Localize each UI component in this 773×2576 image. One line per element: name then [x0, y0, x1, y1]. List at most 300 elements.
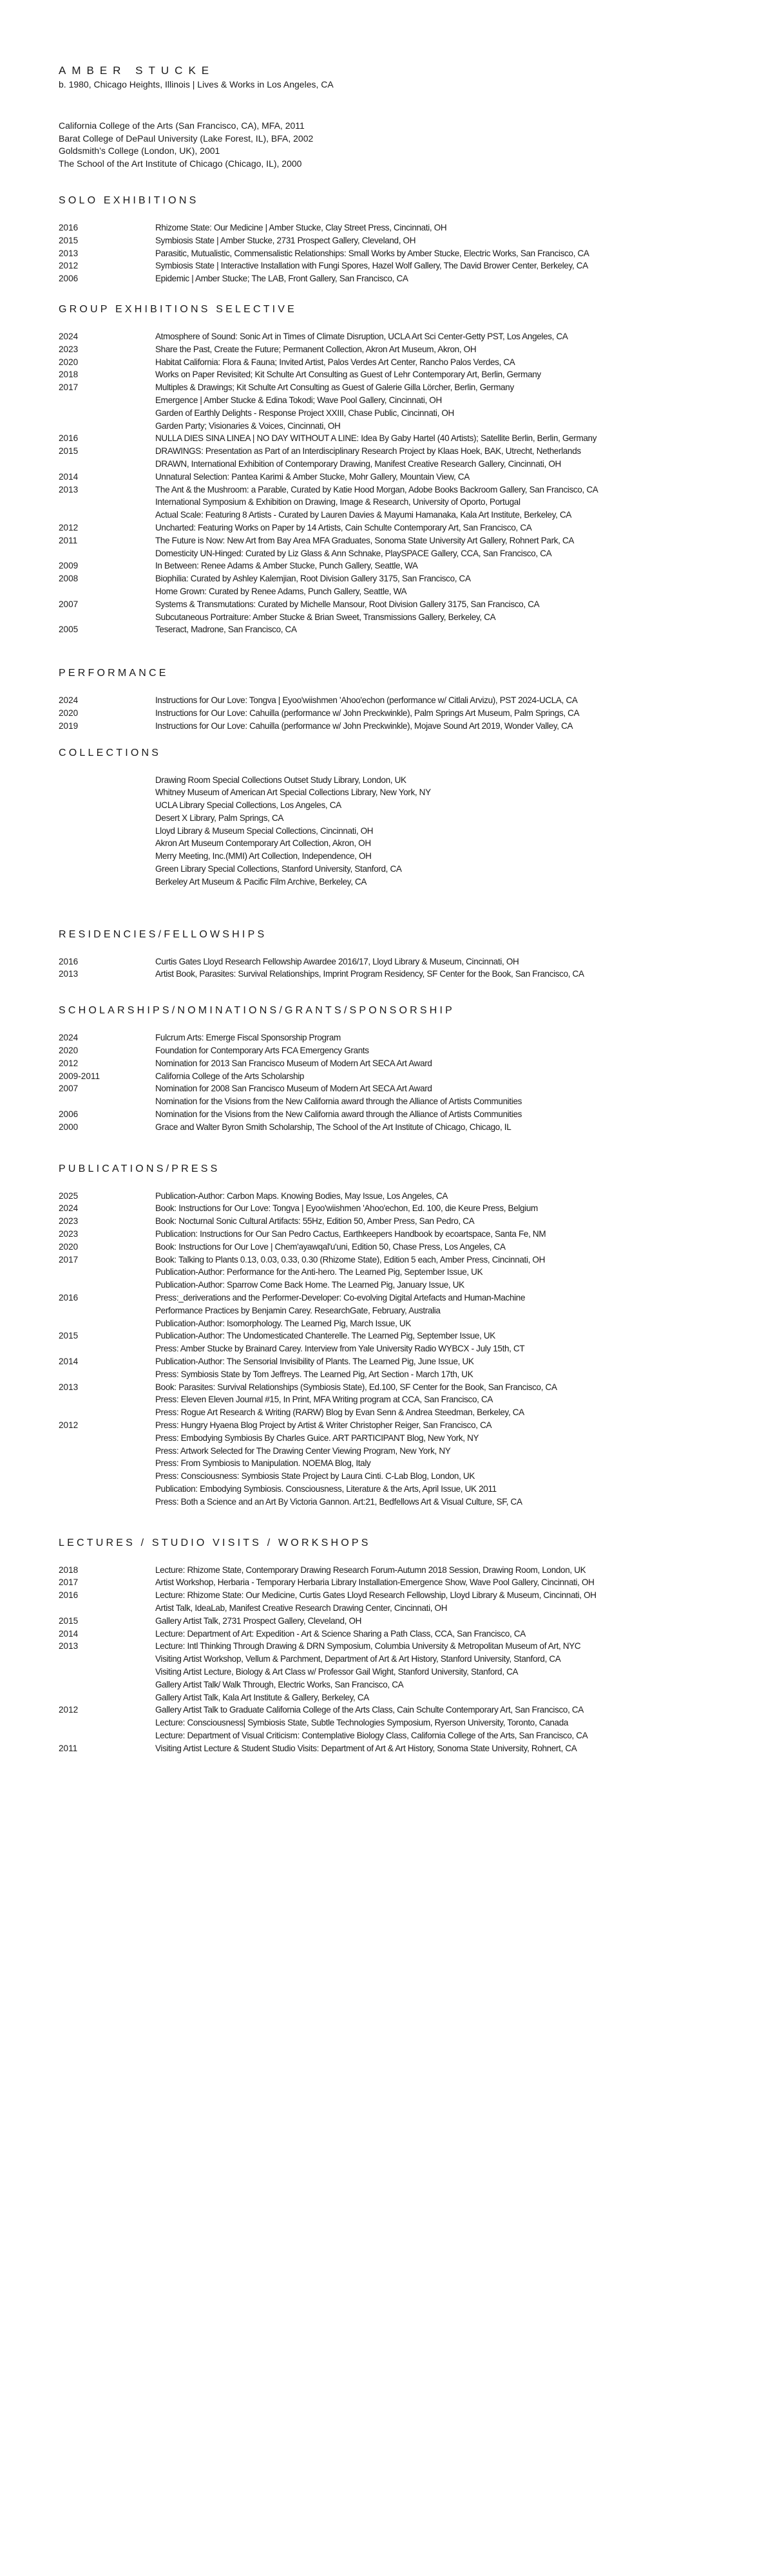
- entry-year: [59, 458, 155, 471]
- entry-year: 2016: [59, 1590, 79, 1601]
- cv-entry-row: [59, 368, 741, 381]
- entry-year: [59, 1342, 155, 1355]
- cv-entry-row: [59, 547, 741, 560]
- cv-entry-row: [59, 585, 741, 598]
- section-rows: [59, 694, 741, 732]
- entry-year: [59, 1432, 155, 1445]
- entry-text: Atmosphere of Sound: Sonic Art in Times of Climate Disruption, UCLA Art Sci Center-Getty PST, Los Angeles, CA: [155, 331, 568, 341]
- cv-entry-row: [59, 1031, 741, 1044]
- entry-text: Unnatural Selection: Pantea Karimi & Amber Stucke, Mohr Gallery, Mountain View, CA: [155, 471, 470, 482]
- entry-text: Press: Eleven Eleven Journal #15, In Print, MFA Writing program at CCA, San Francisco, CA: [155, 1395, 493, 1405]
- cv-entry-row: [59, 1368, 741, 1381]
- cv-entry-row: [59, 356, 741, 369]
- cv-entry-row: [59, 707, 741, 720]
- entry-text: Symbiosis State | Amber Stucke, 2731 Prospect Gallery, Cleveland, OH: [155, 235, 416, 245]
- entry-text: Book: Nocturnal Sonic Cultural Artifacts: 55Hz, Edition 50, Amber Press, San Pedro, CA: [155, 1216, 475, 1227]
- entry-year: 2017: [59, 1577, 79, 1588]
- cv-entry-row: [59, 1678, 741, 1691]
- entry-year: 2023: [59, 1229, 79, 1239]
- cv-entry-row: [59, 1202, 741, 1215]
- cv-entry-row: [59, 496, 741, 509]
- entry-text: Share the Past, Create the Future; Permanent Collection, Akron Art Museum, Akron, OH: [155, 344, 477, 354]
- cv-entry-row: [59, 1457, 741, 1470]
- entry-year: 2015: [59, 1615, 79, 1626]
- entry-year: [59, 407, 155, 420]
- entry-text: Performance Practices by Benjamin Carey. ResearchGate, February, Australia: [155, 1305, 441, 1315]
- cv-entry-row: [59, 623, 741, 636]
- entry-text: Artist Book, Parasites: Survival Relationships, Imprint Program Residency, SF Center for the Book, San Francisco, CA: [155, 969, 584, 979]
- entry-text: California College of the Arts Scholarship: [155, 1071, 305, 1081]
- education-item: Barat College of DePaul University (Lake Forest, IL), BFA, 2002: [59, 133, 314, 144]
- cv-entry-row: [59, 1393, 741, 1406]
- cv-entry-row: [59, 812, 741, 825]
- entry-year: 2018: [59, 1565, 79, 1575]
- cv-entry-row: [59, 247, 741, 260]
- entry-year: [59, 1368, 155, 1381]
- entry-year: 2023: [59, 1216, 79, 1227]
- section-residencies-fellowships: [59, 928, 741, 981]
- cv-entry-row: [59, 1070, 741, 1083]
- entry-year: 2019: [59, 720, 79, 731]
- section-rows: [59, 330, 741, 636]
- entry-text: Lecture: Department of Art: Expedition - Art & Science Sharing a Path Class, CCA, San Francisco, CA: [155, 1628, 526, 1639]
- cv-entry-row: [59, 1108, 741, 1121]
- cv-entry-row: [59, 1576, 741, 1589]
- entry-text: Publication: Instructions for Our San Pedro Cactus, Earthkeepers Handbook by ecoartspace, Santa Fe, NM: [155, 1229, 546, 1239]
- entry-year: 2025: [59, 1190, 79, 1201]
- entry-year: 2006: [59, 274, 79, 284]
- cv-entry-row: [59, 1653, 741, 1666]
- entry-year: [59, 547, 155, 560]
- cv-entry-row: [59, 1483, 741, 1496]
- section-heading: PUBLICATIONS/PRESS: [59, 1163, 220, 1174]
- entry-text: Lecture: Department of Visual Criticism: Contemplative Biology Class, California College of the Arts, San Francisco, CA: [155, 1730, 588, 1740]
- entry-text: DRAWINGS: Presentation as Part of an Interdisciplinary Research Project by Klaas Hoek, BAK, Utrecht, Netherlands: [155, 446, 581, 456]
- entry-year: [59, 1393, 155, 1406]
- cv-entry-row: [59, 1190, 741, 1203]
- cv-entry-row: [59, 863, 741, 876]
- entry-text: Grace and Walter Byron Smith Scholarship, The School of the Art Institute of Chicago, Chicago, IL: [155, 1122, 511, 1132]
- entry-text: Press:_deriverations and the Performer-Developer: Co-evolving Digital Artefacts and Human-Machine: [155, 1293, 526, 1303]
- entry-year: [59, 1716, 155, 1729]
- cv-entry-row: [59, 1742, 741, 1755]
- cv-entry-row: [59, 1640, 741, 1653]
- cv-entry-row: [59, 1241, 741, 1254]
- cv-entry-row: [59, 1215, 741, 1228]
- entry-text: Book: Talking to Plants 0.13, 0.03, 0.33, 0.30 (Rhizome State), Edition 5 each, Amber Press, Cincinnati, OH: [155, 1254, 546, 1264]
- education-item: California College of the Arts (San Francisco, CA), MFA, 2011: [59, 120, 305, 131]
- entry-year: [59, 825, 155, 838]
- cv-entry-row: [59, 1602, 741, 1615]
- entry-year: 2013: [59, 484, 79, 494]
- cv-entry-row: [59, 458, 741, 471]
- cv-entry-row: [59, 330, 741, 343]
- entry-text: Nomination for 2013 San Francisco Museum of Modern Art SECA Art Award: [155, 1058, 432, 1068]
- entry-year: 2016: [59, 1293, 79, 1303]
- education-item: The School of the Art Institute of Chicago (Chicago, IL), 2000: [59, 158, 302, 169]
- entry-year: 2024: [59, 1203, 79, 1214]
- cv-entry-row: [59, 1304, 741, 1317]
- entry-text: Symbiosis State | Interactive Installation with Fungi Spores, Hazel Wolf Gallery, The David Brower Center, Berkeley, CA: [155, 261, 588, 271]
- entry-text: The Future is Now: New Art from Bay Area MFA Graduates, Sonoma State University Art Gallery, Rohnert Park, CA: [155, 535, 575, 545]
- entry-text: Gallery Artist Talk to Graduate California College of the Arts Class, Cain Schulte Contemporary Art, San Francisco, CA: [155, 1705, 584, 1715]
- entry-text: Emergence | Amber Stucke & Edina Tokodi; Wave Pool Gallery, Cincinnati, OH: [155, 395, 442, 405]
- cv-entry-row: [59, 955, 741, 968]
- cv-entry-row: [59, 381, 741, 394]
- section-lectures-workshops: [59, 1537, 741, 1755]
- entry-year: 2024: [59, 1033, 79, 1043]
- entry-year: [59, 1653, 155, 1666]
- entry-year: [59, 585, 155, 598]
- entry-year: 2013: [59, 969, 79, 979]
- cv-entry-row: [59, 774, 741, 787]
- entry-text: Domesticity UN-Hinged: Curated by Liz Glass & Ann Schnake, PlaySPACE Gallery, CCA, San Francisco, CA: [155, 548, 552, 558]
- entry-text: Book: Parasites: Survival Relationships (Symbiosis State), Ed.100, SF Center for the Book, San Francisco, CA: [155, 1382, 557, 1392]
- cv-entry-row: [59, 876, 741, 888]
- section-group-exhibitions: [59, 303, 741, 636]
- section-publications-press: [59, 1163, 741, 1509]
- cv-entry-row: [59, 1419, 741, 1432]
- cv-entry-row: [59, 1279, 741, 1292]
- section-heading: SCHOLARSHIPS/NOMINATIONS/GRANTS/SPONSORSHIP: [59, 1005, 455, 1017]
- entry-text: Nomination for the Visions from the New California award through the Alliance of Artists Communities: [155, 1096, 522, 1107]
- entry-text: Visiting Artist Lecture & Student Studio Visits: Department of Art & Art History, Sonoma State University, Rohnert, CA: [155, 1743, 577, 1753]
- cv-entry-row: [59, 1095, 741, 1108]
- cv-entry-row: [59, 1615, 741, 1628]
- entry-text: Press: Symbiosis State by Tom Jeffreys. The Learned Pig, Art Section - March 17th, UK: [155, 1369, 473, 1379]
- entry-year: [59, 509, 155, 522]
- entry-text: Epidemic | Amber Stucke; The LAB, Front Gallery, San Francisco, CA: [155, 274, 408, 284]
- cv-entry-row: [59, 234, 741, 247]
- entry-text: In Between: Renee Adams & Amber Stucke, Punch Gallery, Seattle, WA: [155, 561, 418, 571]
- entry-year: [59, 1691, 155, 1704]
- cv-entry-row: [59, 471, 741, 484]
- entry-year: 2012: [59, 261, 79, 271]
- entry-text: Nomination for the Visions from the New California award through the Alliance of Artists Communities: [155, 1109, 522, 1120]
- cv-entry-row: [59, 598, 741, 611]
- entry-year: [59, 1279, 155, 1292]
- entry-year: 2017: [59, 1254, 79, 1264]
- entry-text: UCLA Library Special Collections, Los Angeles, CA: [155, 800, 341, 811]
- cv-entry-row: [59, 1628, 741, 1641]
- cv-entry-row: [59, 420, 741, 433]
- entry-year: 2018: [59, 370, 79, 380]
- entry-text: NULLA DIES SINA LINEA | NO DAY WITHOUT A LINE: Idea By Gaby Hartel (40 Artists); Satellite Berlin, Berlin, Germany: [155, 433, 597, 444]
- entry-text: Merry Meeting, Inc.(MMI) Art Collection, Independence, OH: [155, 851, 372, 861]
- entry-text: Garden of Earthly Delights - Response Project XXIII, Chase Public, Cincinnati, OH: [155, 408, 454, 418]
- entry-text: Uncharted: Featuring Works on Paper by 14 Artists, Cain Schulte Contemporary Art, San Francisco, CA: [155, 522, 532, 532]
- entry-year: [59, 1483, 155, 1496]
- section-heading: LECTURES / STUDIO VISITS / WORKSHOPS: [59, 1537, 371, 1548]
- entry-text: Berkeley Art Museum & Pacific Film Archive, Berkeley, CA: [155, 876, 367, 887]
- entry-text: Desert X Library, Palm Springs, CA: [155, 813, 284, 823]
- entry-year: 2020: [59, 1046, 79, 1056]
- entry-text: Lecture: Intl Thinking Through Drawing & DRN Symposium, Columbia University & Metropolitan Museum of Art, NYC: [155, 1641, 581, 1651]
- entry-text: Instructions for Our Love: Cahuilla (performance w/ John Preckwinkle), Mojave Sound Art 2019, Wonder Valley, CA: [155, 720, 573, 731]
- entry-text: Visiting Artist Lecture, Biology & Art Class w/ Professor Gail Wight, Stanford University, Stanford, CA: [155, 1666, 519, 1677]
- entry-year: 2000: [59, 1122, 79, 1132]
- entry-year: 2016: [59, 433, 79, 444]
- entry-text: Foundation for Contemporary Arts FCA Emergency Grants: [155, 1046, 369, 1056]
- cv-entry-row: [59, 484, 741, 496]
- cv-entry-row: [59, 1342, 741, 1355]
- entry-year: 2017: [59, 382, 79, 393]
- entry-text: Works on Paper Revisited; Kit Schulte Art Consulting as Guest of Lehr Contemporary Art, Berlin, Germany: [155, 370, 541, 380]
- section-collections: [59, 747, 741, 888]
- entry-year: 2014: [59, 471, 79, 482]
- entry-text: Lecture: Rhizome State, Contemporary Drawing Research Forum-Autumn 2018 Session, Drawing Room, London, UK: [155, 1565, 586, 1575]
- entry-text: Parasitic, Mutualistic, Commensalistic Relationships: Small Works by Amber Stucke, Electric Works, San Francisco, CA: [155, 248, 589, 258]
- section-rows: [59, 1190, 741, 1509]
- cv-entry-row: [59, 272, 741, 285]
- section-rows: [59, 774, 741, 888]
- entry-year: 2007: [59, 599, 79, 609]
- cv-entry-row: [59, 968, 741, 981]
- entry-text: Lloyd Library & Museum Special Collections, Cincinnati, OH: [155, 825, 374, 836]
- cv-entry-row: [59, 572, 741, 585]
- cv-entry-row: [59, 445, 741, 458]
- section-heading: GROUP EXHIBITIONS SELECTIVE: [59, 303, 298, 315]
- entry-text: Press: Rogue Art Research & Writing (RARW) Blog by Evan Senn & Andrea Steedman, Berkeley, CA: [155, 1407, 524, 1418]
- cv-entry-row: [59, 1355, 741, 1368]
- entry-text: Garden Party; Visionaries & Voices, Cincinnati, OH: [155, 420, 341, 431]
- section-heading: SOLO EXHIBITIONS: [59, 195, 199, 206]
- section-rows: [59, 955, 741, 981]
- section-solo-exhibitions: [59, 194, 741, 285]
- entry-text: Gallery Artist Talk, Kala Art Institute & Gallery, Berkeley, CA: [155, 1692, 369, 1702]
- entry-year: 2012: [59, 522, 79, 532]
- entry-text: DRAWN, International Exhibition of Contemporary Drawing, Manifest Creative Research Gallery, Cincinnati, OH: [155, 458, 561, 469]
- cv-entry-row: [59, 1432, 741, 1445]
- entry-year: [59, 1496, 155, 1509]
- entry-year: 2009-2011: [59, 1071, 100, 1081]
- entry-text: International Symposium & Exhibition on Drawing, Image & Research, University of Oporto, Portugal: [155, 497, 520, 507]
- cv-entry-row: [59, 1496, 741, 1509]
- entry-year: 2020: [59, 357, 79, 367]
- entry-year: [59, 812, 155, 825]
- entry-text: Visiting Artist Workshop, Vellum & Parchment, Department of Art & Art History, Stanford University, Stanford, CA: [155, 1654, 561, 1664]
- entry-text: Multiples & Drawings; Kit Schulte Art Consulting as Guest of Galerie Gilla Lörcher, Berlin, Germany: [155, 382, 514, 393]
- entry-year: 2006: [59, 1109, 79, 1120]
- entry-text: Nomination for 2008 San Francisco Museum of Modern Art SECA Art Award: [155, 1084, 432, 1094]
- entry-year: 2005: [59, 625, 79, 635]
- artist-bio-line: b. 1980, Chicago Heights, Illinois | Lives & Works in Los Angeles, CA: [59, 79, 334, 89]
- entry-text: Lecture: Consciousness| Symbiosis State, Subtle Technologies Symposium, Ryerson University, Toronto, Canada: [155, 1718, 569, 1728]
- cv-entry-row: [59, 509, 741, 522]
- entry-text: Press: Embodying Symbiosis By Charles Guice. ART PARTICIPANT Blog, New York, NY: [155, 1433, 479, 1443]
- entry-year: 2016: [59, 223, 79, 232]
- cv-entry-row: [59, 1666, 741, 1678]
- entry-year: 2008: [59, 574, 79, 584]
- cv-entry-row: [59, 559, 741, 572]
- entry-year: [59, 1602, 155, 1615]
- entry-year: 2015: [59, 235, 79, 245]
- cv-entry-row: [59, 534, 741, 547]
- entry-text: Lecture: Rhizome State: Our Medicine, Curtis Gates Lloyd Research Fellowship, Lloyd Library & Museum, Cincinnati, OH: [155, 1590, 596, 1601]
- cv-entry-row: [59, 343, 741, 356]
- entry-year: [59, 863, 155, 876]
- entry-year: [59, 799, 155, 812]
- entry-year: [59, 1457, 155, 1470]
- section-rows: [59, 221, 741, 285]
- entry-text: Biophilia: Curated by Ashley Kalemjian, Root Division Gallery 3175, San Francisco, CA: [155, 574, 471, 584]
- cv-entry-row: [59, 1317, 741, 1330]
- cv-entry-row: [59, 694, 741, 707]
- entry-text: Press: Hungry Hyaena Blog Project by Artist & Writer Christopher Reiger, San Francisco, CA: [155, 1420, 492, 1430]
- entry-text: The Ant & the Mushroom: a Parable, Curated by Katie Hood Morgan, Adobe Books Backroom Gallery, San Francisco, CA: [155, 484, 598, 494]
- cv-entry-row: [59, 1057, 741, 1070]
- entry-text: Publication-Author: Carbon Maps. Knowing Bodies, May Issue, Los Angeles, CA: [155, 1190, 448, 1201]
- cv-entry-row: [59, 1716, 741, 1729]
- entry-year: 2020: [59, 708, 79, 718]
- section-rows: [59, 1031, 741, 1133]
- cv-entry-row: [59, 1691, 741, 1704]
- entry-year: [59, 1445, 155, 1458]
- cv-entry-row: [59, 1729, 741, 1742]
- cv-entry-row: [59, 1121, 741, 1134]
- entry-text: Artist Workshop, Herbaria - Temporary Herbaria Library Installation-Emergence Show, Wave Pool Gallery, Cincinnati, OH: [155, 1577, 595, 1588]
- entry-year: 2012: [59, 1058, 79, 1068]
- section-performance: [59, 667, 741, 732]
- section-rows: [59, 1564, 741, 1755]
- entry-year: 2015: [59, 1331, 79, 1341]
- entry-year: [59, 850, 155, 863]
- entry-year: 2011: [59, 535, 78, 545]
- entry-text: Actual Scale: Featuring 8 Artists - Curated by Lauren Davies & Mayumi Hamanaka, Kala Art Institute, Berkeley, CA: [155, 510, 572, 520]
- cv-entry-row: [59, 720, 741, 733]
- entry-year: 2013: [59, 1641, 79, 1651]
- entry-text: Teseract, Madrone, San Francisco, CA: [155, 625, 297, 635]
- section-heading: COLLECTIONS: [59, 747, 162, 758]
- entry-year: 2024: [59, 695, 79, 706]
- entry-year: 2011: [59, 1743, 78, 1753]
- entry-text: Akron Art Museum Contemporary Art Collection, Akron, OH: [155, 838, 371, 849]
- entry-text: Curtis Gates Lloyd Research Fellowship Awardee 2016/17, Lloyd Library & Museum, Cincinnati, OH: [155, 956, 519, 966]
- entry-text: Press: Amber Stucke by Brainard Carey. Interview from Yale University Radio WYBCX - July 15th, CT: [155, 1344, 525, 1354]
- entry-year: [59, 1304, 155, 1317]
- entry-year: 2013: [59, 248, 79, 258]
- cv-entry-row: [59, 407, 741, 420]
- entry-text: Publication-Author: Isomorphology. The Learned Pig, March Issue, UK: [155, 1318, 411, 1328]
- cv-entry-row: [59, 1704, 741, 1716]
- entry-year: [59, 1470, 155, 1483]
- entry-year: [59, 420, 155, 433]
- cv-entry-row: [59, 221, 741, 234]
- entry-year: [59, 1266, 155, 1279]
- cv-entry-row: [59, 1082, 741, 1095]
- section-heading: RESIDENCIES/FELLOWSHIPS: [59, 928, 267, 940]
- cv-entry-row: [59, 1292, 741, 1304]
- section-scholarships-grants: [59, 1004, 741, 1133]
- entry-text: Whitney Museum of American Art Special Collections Library, New York, NY: [155, 787, 431, 798]
- entry-year: [59, 611, 155, 624]
- entry-text: Instructions for Our Love: Cahuilla (performance w/ John Preckwinkle), Palm Springs Art Museum, Palm Springs, CA: [155, 708, 580, 718]
- entry-year: [59, 496, 155, 509]
- entry-year: [59, 1317, 155, 1330]
- entry-year: 2024: [59, 331, 79, 341]
- entry-year: 2012: [59, 1420, 79, 1430]
- entry-text: Instructions for Our Love: Tongva | Eyoo'wiishmen 'Ahoo'echon (performance w/ Citlali Arvizu), PST 2024-UCLA, CA: [155, 695, 578, 706]
- cv-entry-row: [59, 1266, 741, 1279]
- cv-entry-row: [59, 850, 741, 863]
- entry-year: 2014: [59, 1628, 79, 1639]
- entry-year: 2015: [59, 446, 79, 456]
- cv-entry-row: [59, 1254, 741, 1266]
- entry-year: 2023: [59, 344, 79, 354]
- entry-year: [59, 774, 155, 787]
- entry-text: Press: Both a Science and an Art By Victoria Gannon. Art:21, Bedfellows Art & Visual Culture, SF, CA: [155, 1496, 522, 1507]
- entry-text: Habitat California: Flora & Fauna; Invited Artist, Palos Verdes Art Center, Rancho Palos Verdes, CA: [155, 357, 515, 367]
- cv-entry-row: [59, 1470, 741, 1483]
- education-item: Goldsmith’s College (London, UK), 2001: [59, 146, 220, 156]
- entry-year: 2012: [59, 1705, 79, 1715]
- entry-year: [59, 837, 155, 850]
- entry-year: [59, 876, 155, 888]
- cv-entry-row: [59, 522, 741, 534]
- entry-text: Publication-Author: Performance for the Anti-hero. The Learned Pig, September Issue, UK: [155, 1267, 483, 1277]
- entry-text: Publication: Embodying Symbiosis. Consciousness, Literature & the Arts, April Issue, UK 2011: [155, 1483, 497, 1494]
- artist-name: AMBER STUCKE: [59, 64, 215, 77]
- entry-year: 2014: [59, 1357, 79, 1366]
- cv-entry-row: [59, 1228, 741, 1241]
- cv-entry-row: [59, 1330, 741, 1342]
- entry-year: 2020: [59, 1241, 79, 1252]
- cv-entry-row: [59, 394, 741, 407]
- cv-entry-row: [59, 611, 741, 624]
- cv-entry-row: [59, 1044, 741, 1057]
- entry-text: Home Grown: Curated by Renee Adams, Punch Gallery, Seattle, WA: [155, 586, 407, 596]
- entry-text: Systems & Transmutations: Curated by Michelle Mansour, Root Division Gallery 3175, San Francisco, CA: [155, 599, 540, 609]
- entry-text: Green Library Special Collections, Stanford University, Stanford, CA: [155, 864, 402, 874]
- entry-year: 2007: [59, 1084, 79, 1094]
- cv-entry-row: [59, 799, 741, 812]
- entry-year: [59, 1095, 155, 1108]
- entry-year: [59, 394, 155, 407]
- cv-entry-row: [59, 259, 741, 272]
- entry-text: Book: Instructions for Our Love: Tongva | Eyoo'wiishmen 'Ahoo'echon, Ed. 100, die Keure Press, Belgium: [155, 1203, 538, 1214]
- entry-text: Gallery Artist Talk, 2731 Prospect Gallery, Cleveland, OH: [155, 1615, 362, 1626]
- cv-entry-row: [59, 1589, 741, 1602]
- entry-year: [59, 1406, 155, 1419]
- cv-entry-row: [59, 432, 741, 445]
- entry-year: 2016: [59, 956, 79, 966]
- entry-year: [59, 1729, 155, 1742]
- entry-text: Publication-Author: Sparrow Come Back Home. The Learned Pig, January Issue, UK: [155, 1280, 464, 1290]
- entry-text: Press: From Symbiosis to Manipulation. NOEMA Blog, Italy: [155, 1458, 371, 1469]
- entry-year: [59, 1678, 155, 1691]
- cv-entry-row: [59, 1381, 741, 1394]
- entry-text: Press: Consciousness: Symbiosis State Project by Laura Cinti. C-Lab Blog, London, UK: [155, 1471, 475, 1481]
- entry-year: [59, 786, 155, 799]
- entry-year: 2013: [59, 1382, 79, 1392]
- entry-text: Gallery Artist Talk/ Walk Through, Electric Works, San Francisco, CA: [155, 1679, 404, 1689]
- entry-text: Artist Talk, IdeaLab, Manifest Creative Research Drawing Center, Cincinnati, OH: [155, 1603, 448, 1613]
- entry-text: Publication-Author: The Undomesticated Chanterelle. The Learned Pig, September Issue, UK: [155, 1331, 495, 1341]
- entry-text: Subcutaneous Portraiture: Amber Stucke & Brian Sweet, Transmissions Gallery, Berkeley, CA: [155, 612, 496, 622]
- entry-year: [59, 1666, 155, 1678]
- cv-entry-row: [59, 825, 741, 838]
- cv-entry-row: [59, 1445, 741, 1458]
- entry-year: 2009: [59, 561, 79, 571]
- entry-text: Book: Instructions for Our Love | Chem'ayawqal'u'uni, Edition 50, Chase Press, Los Angeles, CA: [155, 1241, 506, 1252]
- cv-entry-row: [59, 837, 741, 850]
- entry-text: Drawing Room Special Collections Outset Study Library, London, UK: [155, 775, 406, 785]
- entry-text: Publication-Author: The Sensorial Invisibility of Plants. The Learned Pig, June Issue, UK: [155, 1357, 474, 1366]
- entry-text: Rhizome State: Our Medicine | Amber Stucke, Clay Street Press, Cincinnati, OH: [155, 223, 447, 232]
- education-list: [59, 120, 741, 170]
- cv-entry-row: [59, 786, 741, 799]
- cv-entry-row: [59, 1406, 741, 1419]
